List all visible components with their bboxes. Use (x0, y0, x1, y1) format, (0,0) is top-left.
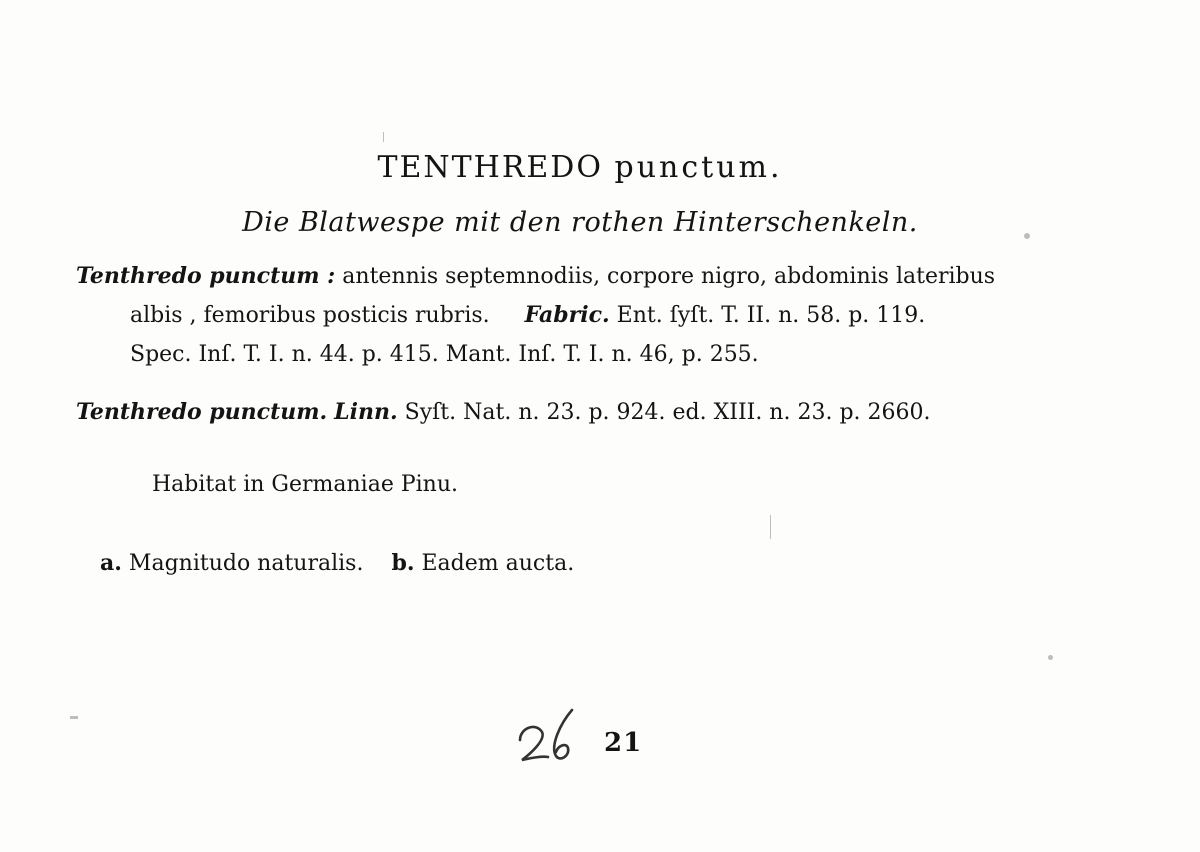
taxon-name: Tenthredo punctum. (76, 399, 328, 425)
german-common-name: Die Blatwespe mit den rothen Hinterschenkeln. (242, 207, 918, 238)
bibliographic-reference: Syſt. Nat. n. 23. p. 924. ed. XIII. n. 23. p. 2660. (404, 400, 931, 425)
plate-number: 21 (604, 728, 643, 758)
species-name: punctum. (614, 150, 783, 185)
bibliographic-reference: Spec. Inſ. T. I. n. 44. p. 415. Mant. Inſ. T. I. n. 46, p. 255. (130, 342, 759, 367)
paper-speck (383, 132, 384, 142)
synonymy-entry-fabricius (76, 257, 1096, 374)
taxon-name: Tenthredo punctum : (76, 263, 336, 289)
habitat-text: Habitat in Germaniae Pinu. (152, 472, 459, 497)
synonymy-entry-linnaeus (76, 393, 1096, 432)
handwritten-number (516, 706, 666, 776)
paper-speck (770, 515, 771, 539)
description-text: albis , femoribus posticis rubris. (130, 303, 490, 328)
legend-key-a: a. (100, 550, 122, 576)
paper-speck (70, 716, 78, 719)
description-text: antennis septemnodiis, corpore nigro, abdominis lateribus (342, 264, 996, 289)
paper-speck (1024, 233, 1030, 239)
figure-legend (100, 550, 574, 576)
author-abbrev: Fabric. (524, 302, 610, 328)
author-abbrev: Linn. (334, 399, 398, 425)
genus-name: TENTHREDO (377, 150, 603, 185)
bibliographic-reference: Ent. ſyſt. T. II. n. 58. p. 119. (616, 303, 926, 328)
page-title (0, 150, 1160, 185)
legend-key-b: b. (391, 550, 415, 576)
legend-text-a: Magnitudo naturalis. (128, 551, 364, 576)
legend-text-b: Eadem aucta. (421, 551, 575, 576)
paper-speck (1048, 655, 1053, 660)
